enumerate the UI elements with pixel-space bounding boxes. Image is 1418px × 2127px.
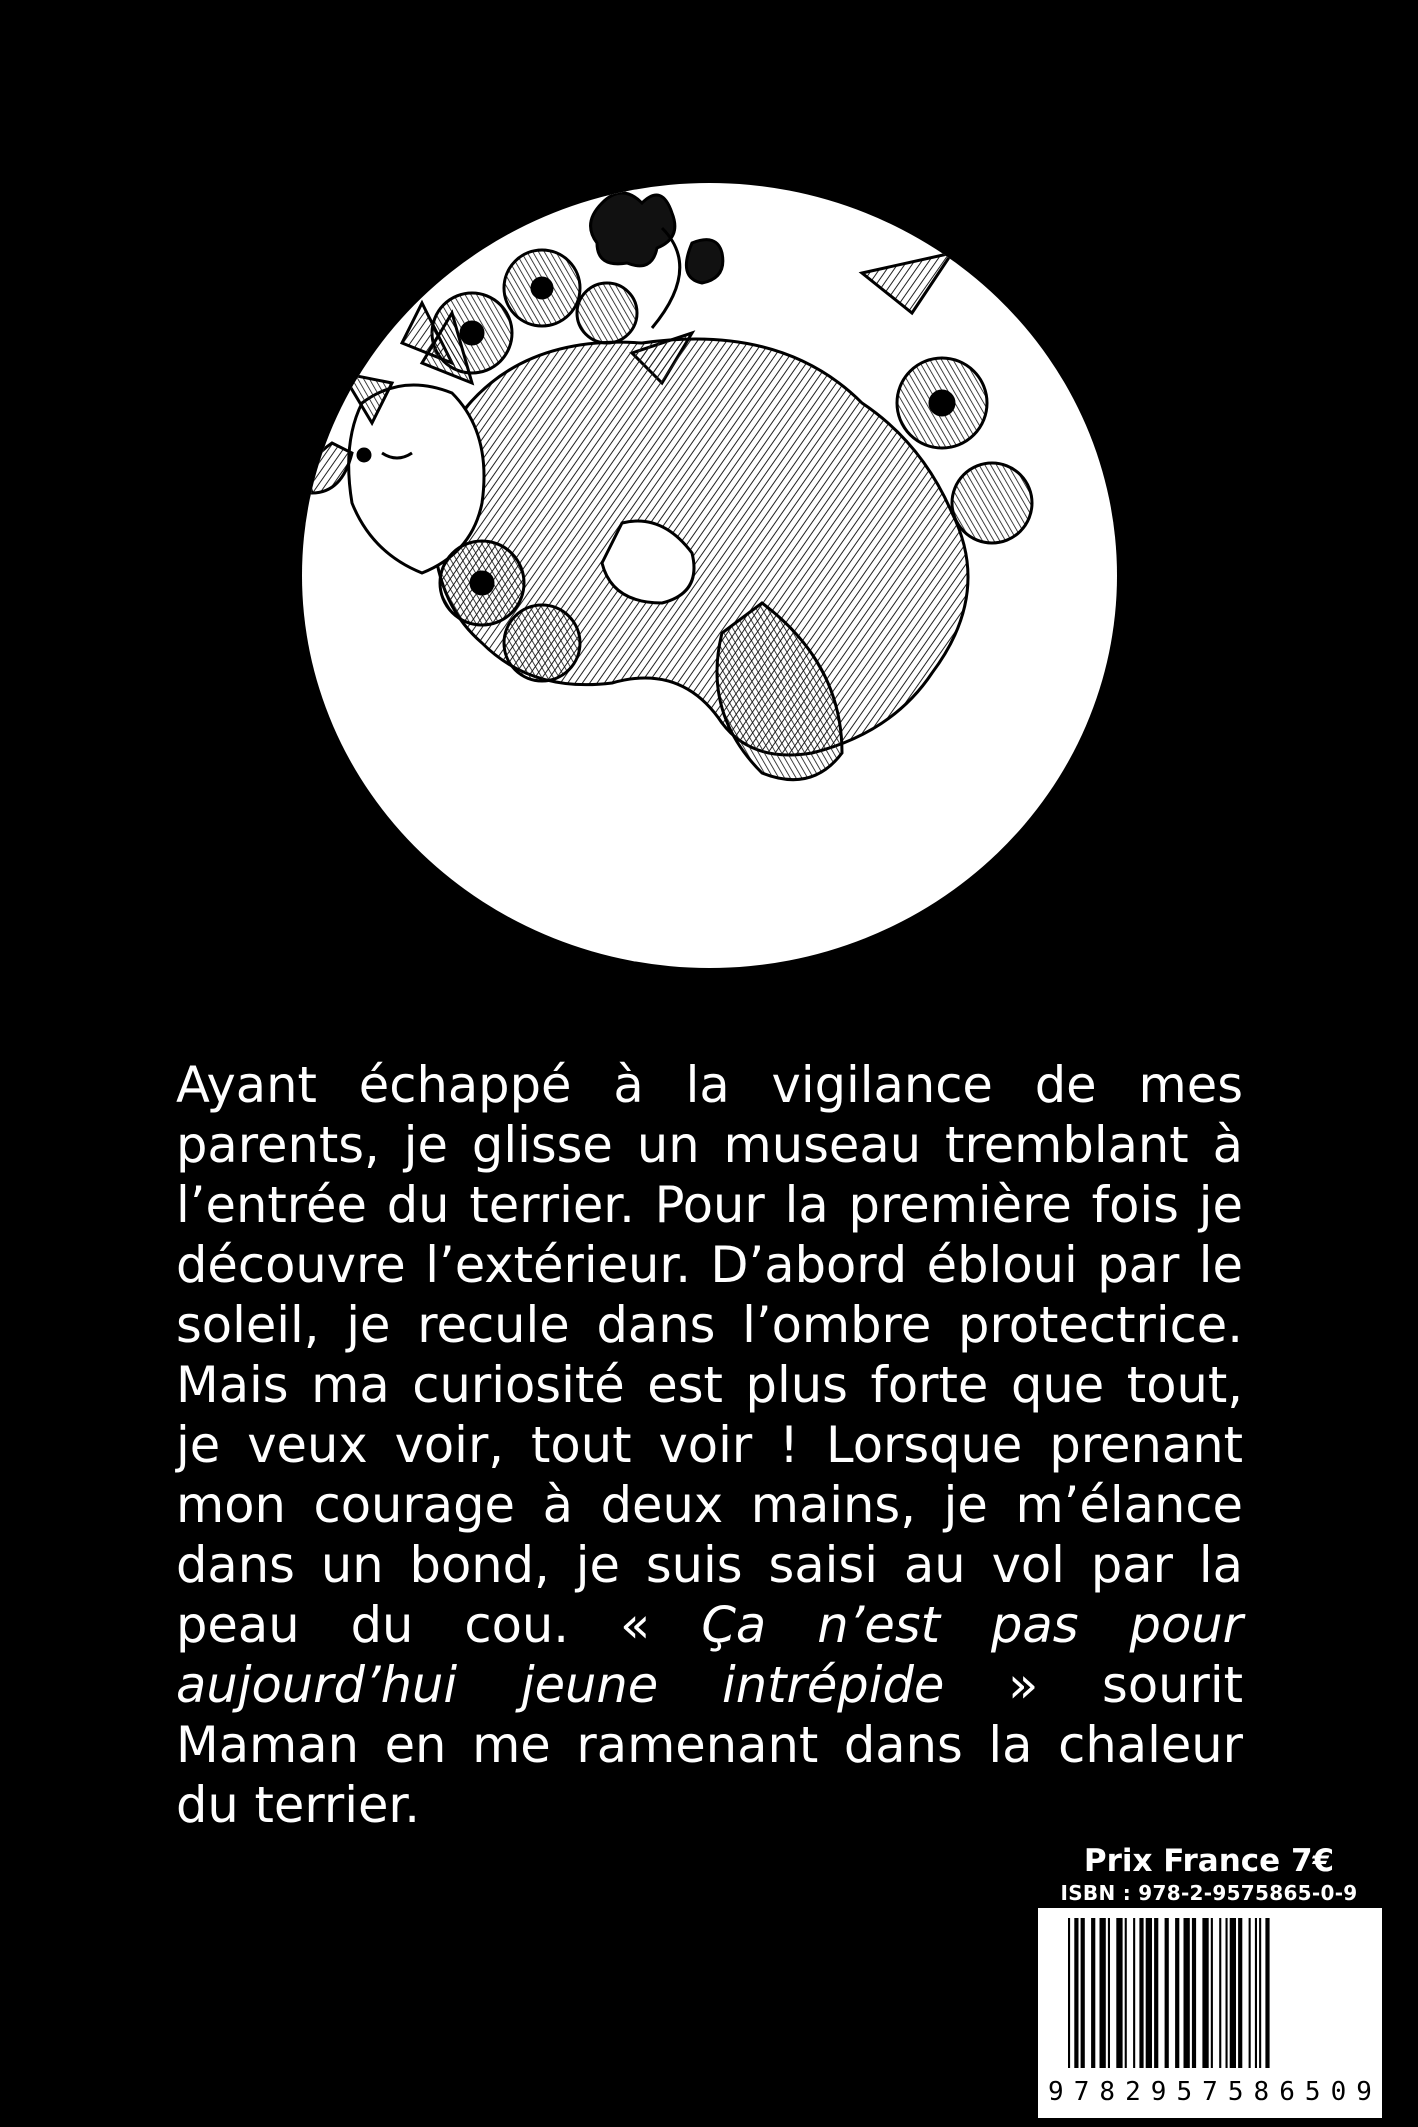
blurb-text: Ayant échappé à la vigilance de mes parents, je glisse un museau tremblant à l’entrée du terrier. Pour la première fois je découvre l’extérieur. D’abord ébloui par le soleil, je recule dans l’ombre protectrice. Mais ma curiosité est plus forte que tout, je veux voir, tout voir ! Lorsque prenant mon courage à deux mains, je m’élance dans un bond, je suis saisi au vol par la peau du cou. « — [176, 1056, 1243, 1654]
barcode-digit: 2 — [1125, 2077, 1141, 2107]
barcode-bar — [1074, 1918, 1078, 2068]
barcode-digit: 0 — [1330, 2077, 1347, 2107]
barcode-bar — [1202, 1918, 1208, 2068]
barcode-digit: 5 — [1304, 2077, 1321, 2107]
barcode-number — [1038, 2072, 1382, 2112]
barcode-bar — [1184, 1918, 1190, 2068]
barcode-bar — [1100, 1918, 1106, 2068]
barcode-bar — [1125, 1918, 1127, 2068]
barcode-digit: 5 — [1227, 2077, 1244, 2107]
barcode-bar — [1133, 1918, 1135, 2068]
barcode-bar — [1165, 1918, 1169, 2068]
barcode-digit: 9 — [1048, 2077, 1064, 2107]
back-cover-blurb — [176, 1055, 1243, 1835]
barcode-bar — [1139, 1918, 1143, 2068]
barcode-bar — [1211, 1918, 1213, 2068]
barcode-bar — [1146, 1918, 1152, 2068]
barcode-bar — [1091, 1918, 1095, 2068]
barcode-bar — [1226, 1918, 1228, 2068]
barcode-digit: 7 — [1073, 2077, 1090, 2107]
barcode-digit: 9 — [1356, 2077, 1372, 2107]
barcode-bar — [1249, 1918, 1251, 2068]
barcode-bar — [1108, 1918, 1110, 2068]
barcode-digit: 7 — [1202, 2077, 1218, 2107]
barcode-bar — [1259, 1918, 1261, 2068]
barcode-digit: 6 — [1279, 2077, 1295, 2107]
barcode-bar — [1230, 1918, 1236, 2068]
barcode-bar — [1265, 1918, 1269, 2068]
barcode-digit: 8 — [1253, 2077, 1270, 2107]
fox-illustration — [302, 183, 1117, 968]
barcode-bar — [1219, 1918, 1221, 2068]
price-block — [1038, 1842, 1380, 1906]
barcode-digit: 9 — [1150, 2077, 1167, 2107]
barcode-bar — [1154, 1918, 1158, 2068]
barcode-bar — [1068, 1918, 1070, 2068]
sleeping-fox-icon — [302, 183, 1117, 968]
barcode-digit: 5 — [1176, 2077, 1193, 2107]
barcode-digit: 8 — [1099, 2077, 1116, 2107]
barcode-bar — [1175, 1918, 1179, 2068]
blurb-quote: Ça n’est pas pour aujourd’hui jeune intrépide — [176, 1596, 1243, 1714]
barcode-bar — [1116, 1918, 1122, 2068]
barcode-bar — [1081, 1918, 1085, 2068]
barcode-bar — [1255, 1918, 1257, 2068]
isbn-label: ISBN : 978-2-9575865-0-9 — [1060, 1881, 1358, 1905]
blurb-text-end: » sourit Maman en me ramenant dans la chaleur du terrier. — [176, 1656, 1244, 1834]
price-label: Prix France 7€ — [1083, 1843, 1335, 1879]
barcode — [1038, 1908, 1382, 2118]
barcode-bar — [1192, 1918, 1196, 2068]
barcode-bar — [1238, 1918, 1242, 2068]
